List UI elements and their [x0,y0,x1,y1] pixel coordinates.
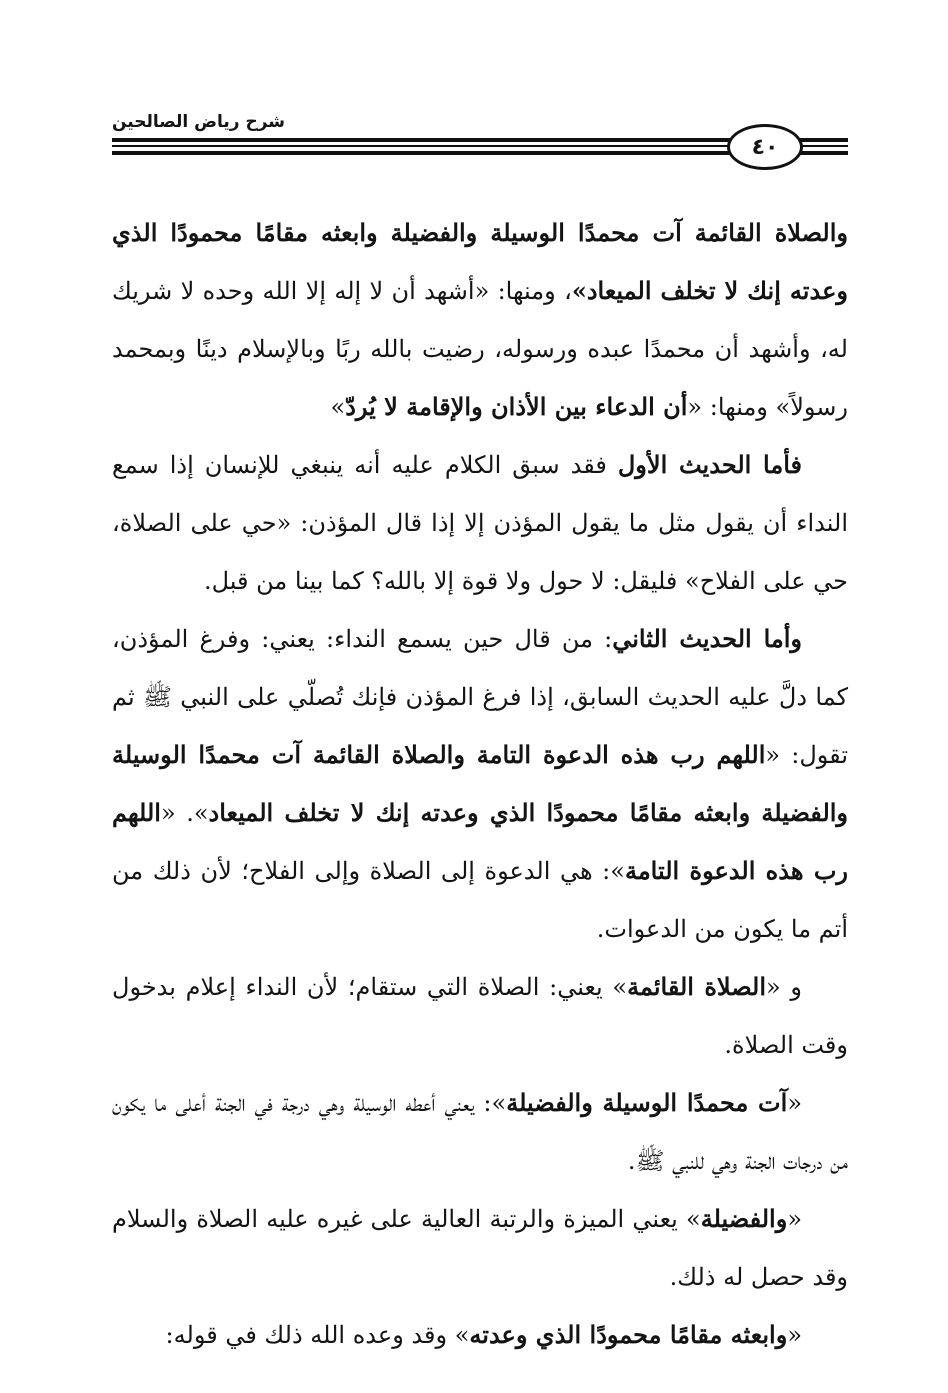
paragraph [112,958,848,1074]
text-segment: ». « [160,799,209,827]
text-segment: »: يعني أعطه الوسيلة وهي درجة في الجنة أعلى ما يكون من درجات الجنة وهي للنبي ﷺ. [112,1089,848,1175]
text-segment: ، ومنها: « [474,277,572,305]
bold-text-segment: أن الدعاء بين الأذان والإقامة لا يُردّ [345,392,688,421]
text-segment: » يعني: الصلاة التي ستقام؛ لأن النداء إعلام بدخول وقت الصلاة. [112,973,848,1059]
page-body [112,204,848,1364]
bold-text-segment: فأما الحديث الأول [617,450,802,479]
bold-text-segment: والفضيلة [700,1204,788,1233]
text-segment: » يعني الميزة والرتبة العالية على غيره عليه الصلاة والسلام وقد حصل له ذلك. [112,1205,848,1291]
bold-text-segment: والصلاة القائمة آت محمدًا الوسيلة والفضيلة وابعثه مقامًا محمودًا الذي وعدته إنك لا تخلف الميعاد» [112,218,848,305]
bold-text-segment: وأما الحديث الثاني [612,624,802,653]
paragraph [112,1306,848,1364]
text-segment: « [787,1089,802,1117]
text-segment: فقد سبق الكلام عليه أنه ينبغي للإنسان إذا سمع النداء أن يقول مثل ما يقول المؤذن إلا إذا قال المؤذن: «حي على الصلاة، حي على الفلاح» فليقل: لا حول ولا قوة إلا بالله؟ كما بينا من قبل. [112,451,848,595]
page-header [112,108,848,178]
page-number: ٤٠ [727,124,803,170]
text-segment: « [787,1321,802,1349]
paragraph [112,1074,848,1190]
text-segment: و « [766,973,802,1001]
book-title: شرح رياض الصالحين [112,112,286,132]
text-segment: » [330,393,346,421]
bold-text-segment: وابعثه مقامًا محمودًا الذي وعدته [469,1320,788,1349]
text-segment: » وقد وعده الله ذلك في قوله: [165,1321,470,1349]
bold-text-segment: اللهم رب هذه الدعوة التامة والصلاة القائمة آت محمدًا الوسيلة والفضيلة وابعثه مقامًا محمودًا الذي وعدته إنك لا تخلف الميعاد [112,740,849,827]
text-segment: « [787,1205,802,1233]
paragraph [112,204,848,436]
paragraph [112,1190,848,1306]
paragraph [112,436,848,610]
bold-text-segment: اللهم رب هذه الدعوة التامة [112,798,848,885]
text-segment: : من قال حين يسمع النداء: يعني: وفرغ المؤذن، كما دلَّ عليه الحديث السابق، إذا فرغ المؤذن فإنك تُصلّي على النبي ﷺ ثم تقول: « [112,625,848,769]
text-segment: »: هي الدعوة إلى الصلاة وإلى الفلاح؛ لأن ذلك من أتم ما يكون من الدعوات. [112,857,848,943]
bold-text-segment: الصلاة القائمة [627,972,767,1001]
text-segment: » ومنها: « [687,393,791,421]
paragraph [112,610,848,958]
text-segment: أشهد أن لا إله إلا الله وحده لا شريك له، وأشهد أن محمدًا عبده ورسوله، رضيت بالله ربًا وبالإسلام دينًا وبمحمد رسولاً [112,277,848,421]
bold-text-segment: آت محمدًا الوسيلة والفضيلة [506,1088,788,1117]
